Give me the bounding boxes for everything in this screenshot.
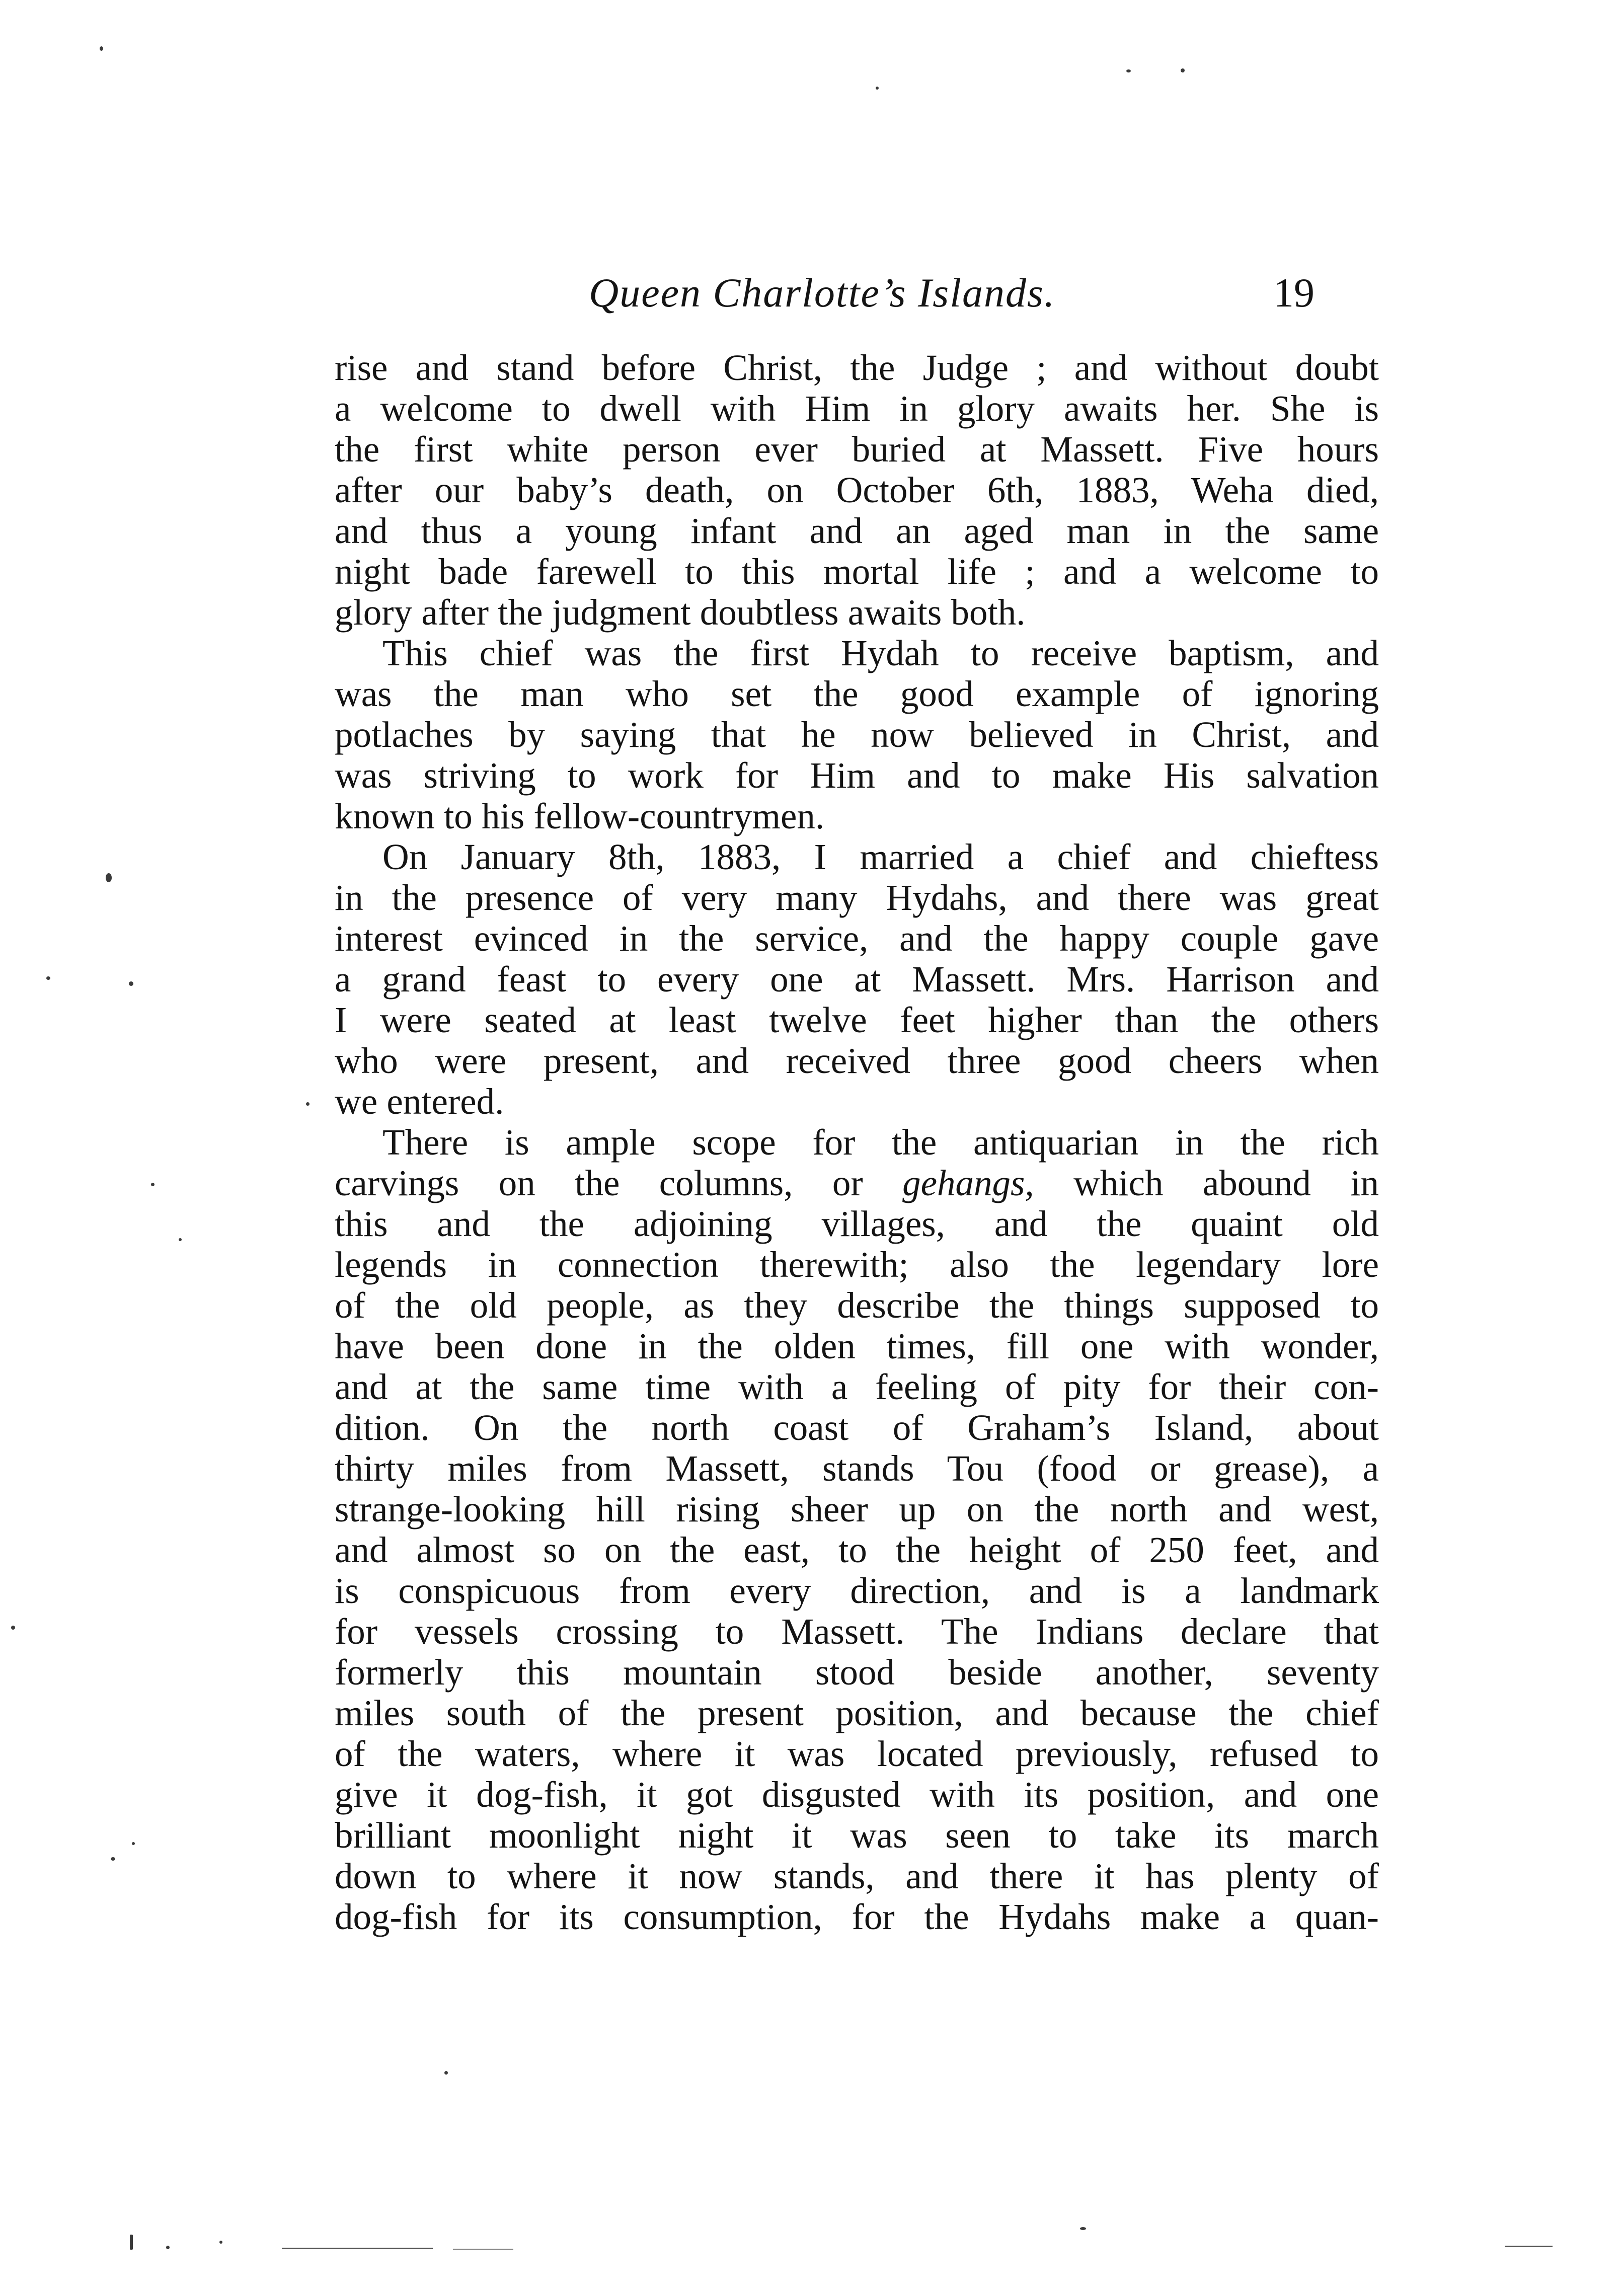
text-line: and at the same time with a feeling of pity for their con- [335,1366,1379,1407]
text-line: I were seated at least twelve feet higher than the others [335,1000,1379,1040]
text-segment: which abound in [1073,1163,1379,1203]
text-line: in the presence of very many Hydahs, and there was great [335,877,1379,918]
text-line: was striving to work for Him and to make His salvation [335,755,1379,796]
text-segment: carvings on the columns, or [335,1163,863,1203]
text-line: for vessels crossing to Massett. The Indians declare that [335,1611,1379,1652]
scan-speck [444,2071,448,2075]
scan-speck [106,873,112,882]
text-line: On January 8th, 1883, I married a chief and chieftess [382,836,1379,877]
text-line: was the man who set the good example of ignoring [335,673,1379,714]
text-line: is conspicuous from every direction, and is a landmark [335,1570,1379,1611]
scan-edge-rule [1505,2246,1553,2247]
scan-speck [1181,68,1185,72]
text-line: and thus a young infant and an aged man in the same [335,510,1379,551]
text-line: have been done in the olden times, fill one with wonder, [335,1326,1379,1366]
text-line: known to his fellow-countrymen. [335,796,825,836]
text-line: give it dog-fish, it got disgusted with its position, and one [335,1774,1379,1815]
scan-edge-rule [453,2249,513,2250]
text-line: who were present, and received three good cheers when [335,1040,1379,1081]
text-line: glory after the judgment doubtless awaits both. [335,592,1026,633]
text-line: we entered. [335,1081,504,1122]
text-line: night bade farewell to this mortal life ; and a welcome to [335,551,1379,592]
scan-speck [219,2241,222,2244]
scan-edge-rule [282,2248,433,2249]
text-line: dog-fish for its consumption, for the Hydahs make a quan- [335,1896,1379,1937]
scan-speck [111,1857,115,1861]
scan-speck [1126,69,1131,72]
text-line: formerly this mountain stood beside another, seventy [335,1652,1379,1693]
text-line: There is ample scope for the antiquarian in the rich [382,1122,1379,1163]
text-line: strange-looking hill rising sheer up on the north and west, [335,1489,1379,1529]
italic-term: gehangs, [902,1163,1034,1203]
scan-speck [306,1102,310,1106]
text-line: the first white person ever buried at Massett. Five hours [335,429,1379,470]
text-line: this and the adjoining villages, and the quaint old [335,1203,1379,1244]
scan-speck [166,2246,170,2249]
text-line: dition. On the north coast of Graham’s Island, about [335,1407,1379,1448]
scan-speck [129,981,133,986]
page-number: 19 [1273,270,1315,316]
scan-speck [1080,2227,1086,2230]
scan-speck [151,1183,154,1186]
text-line: of the old people, as they describe the things supposed to [335,1285,1379,1326]
scan-speck [132,1842,135,1845]
text-line: a grand feast to every one at Massett. Mrs. Harrison and [335,959,1379,1000]
scan-speck [876,87,879,90]
text-line: This chief was the first Hydah to receive baptism, and [382,633,1379,673]
text-line: a welcome to dwell with Him in glory awaits her. She is [335,388,1379,429]
text-line: legends in connection therewith; also the legendary lore [335,1244,1379,1285]
text-line: thirty miles from Massett, stands Tou (food or grease), a [335,1448,1379,1489]
text-line: down to where it now stands, and there it has plenty of [335,1856,1379,1896]
text-line: miles south of the present position, and because the chief [335,1693,1379,1733]
text-line: interest evinced in the service, and the happy couple gave [335,918,1379,959]
text-line: after our baby’s death, on October 6th, 1883, Weha died, [335,470,1379,510]
text-line: rise and stand before Christ, the Judge ; and without doubt [335,347,1379,388]
text-line: brilliant moonlight night it was seen to take its march [335,1815,1379,1856]
text-line: potlaches by saying that he now believed in Christ, and [335,714,1379,755]
scan-speck [46,976,50,980]
text-line-mixed [335,1163,1379,1203]
running-head: Queen Charlotte’s Islands. [589,270,1056,316]
scan-speck [130,2235,133,2250]
text-line: of the waters, where it was located previously, refused to [335,1733,1379,1774]
scan-speck [179,1238,182,1241]
body-text [335,347,1379,1937]
scan-speck [11,1626,15,1630]
text-line: and almost so on the east, to the height of 250 feet, and [335,1529,1379,1570]
scan-speck [100,46,103,51]
